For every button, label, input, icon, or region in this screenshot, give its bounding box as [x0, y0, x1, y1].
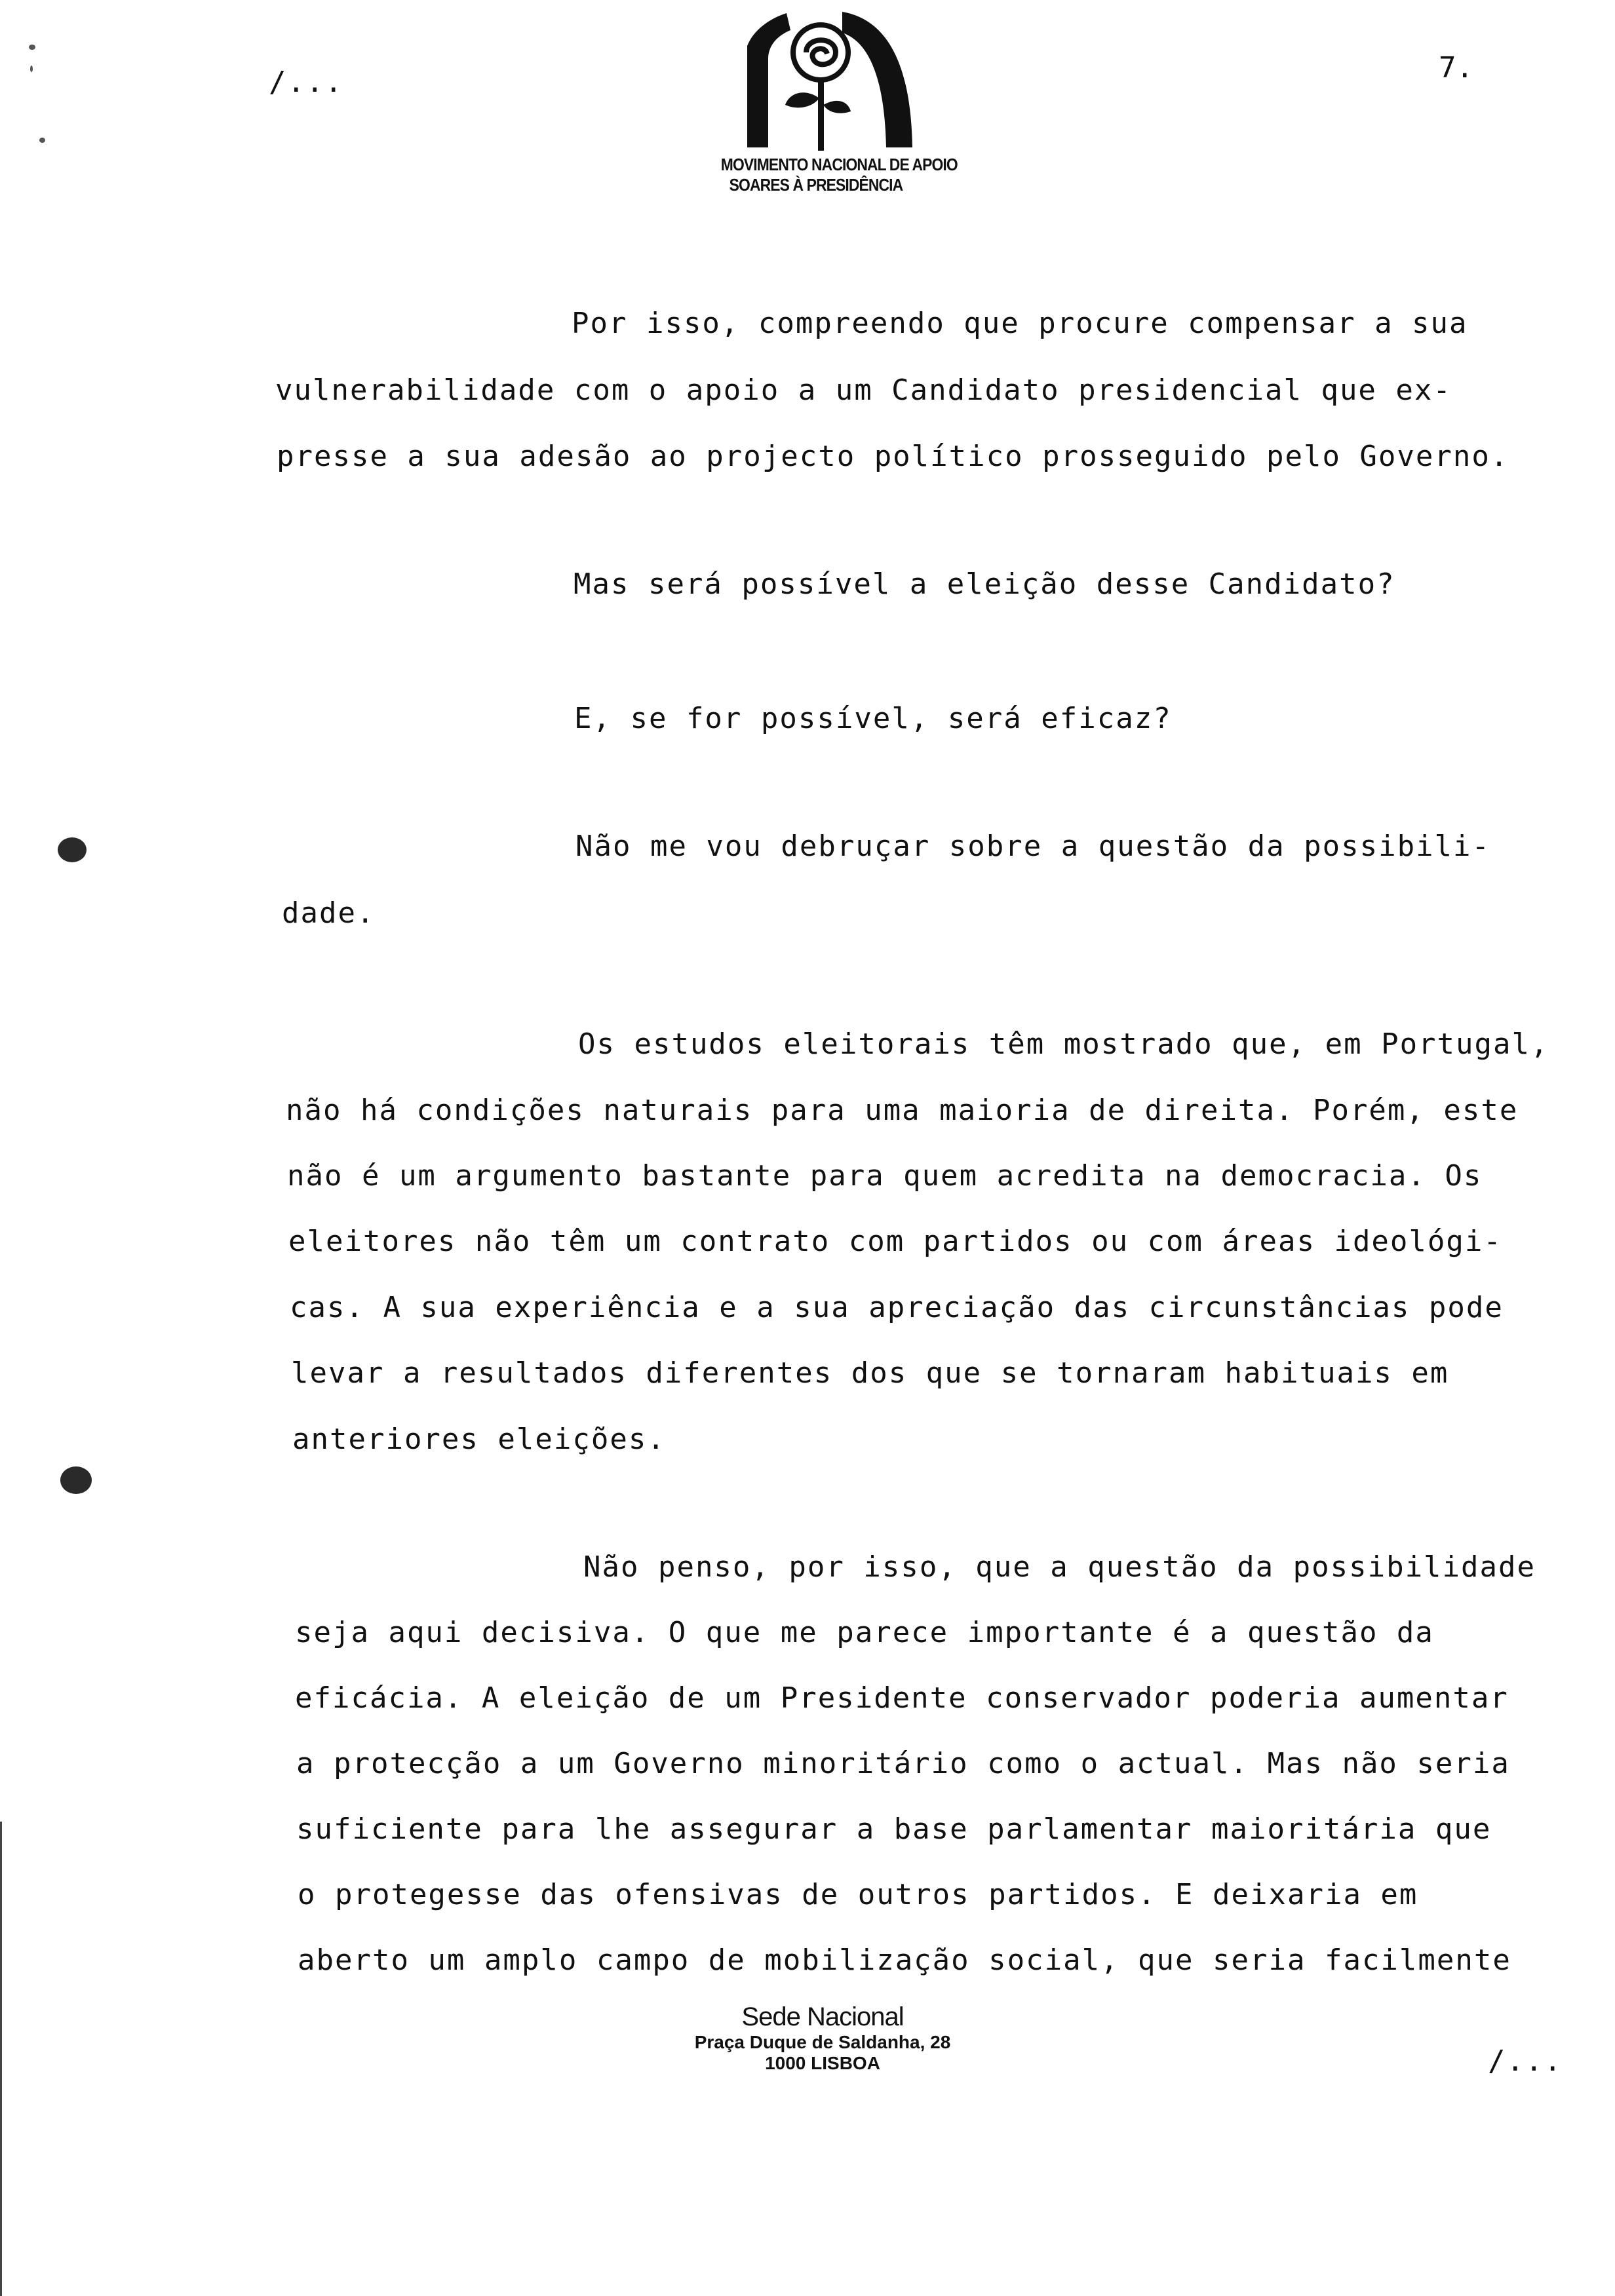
body-line: não é um argumento bastante para quem acredita na democracia. Os — [287, 1159, 1483, 1193]
body-line: seja aqui decisiva. O que me parece importante é a questão da — [295, 1616, 1434, 1649]
body-line: levar a resultados diferentes dos que se tornaram habituais em — [291, 1356, 1449, 1390]
footer-address — [642, 2002, 1003, 2074]
body-line: dade. — [282, 896, 376, 930]
body-line: a protecção a um Governo minoritário como o actual. Mas não seria — [296, 1747, 1510, 1780]
scan-speck — [29, 45, 35, 50]
body-line: Por isso, compreendo que procure compensar a sua — [572, 307, 1468, 340]
page-number: 7. — [1439, 51, 1473, 85]
logo-text-line-2: SOARES À PRESIDÊNCIA — [729, 175, 903, 195]
punch-hole-upper — [58, 837, 87, 862]
body-line: suficiente para lhe assegurar a base parlamentar maioritária que — [296, 1812, 1492, 1846]
footer-street: Praça Duque de Saldanha, 28 — [694, 2032, 951, 2052]
rose-emblem-icon — [708, 7, 924, 157]
logo-text-line-1: MOVIMENTO NACIONAL DE APOIO — [720, 155, 958, 174]
footer-title: Sede Nacional — [741, 2002, 904, 2031]
continuation-mark-top: /... — [269, 66, 343, 99]
footer-city: 1000 LISBOA — [765, 2053, 880, 2073]
scan-edge-line — [0, 1822, 2, 2296]
scan-speck — [39, 138, 45, 143]
body-line: cas. A sua experiência e a sua apreciação das circunstâncias pode — [290, 1291, 1504, 1324]
body-line: Não penso, por isso, que a questão da possibilidade — [583, 1550, 1536, 1584]
punch-hole-lower — [60, 1466, 92, 1494]
body-line: vulnerabilidade com o apoio a um Candidato presidencial que ex- — [275, 373, 1452, 407]
continuation-mark-bottom: /... — [1488, 2044, 1563, 2078]
body-line: o protegesse das ofensivas de outros partidos. E deixaria em — [298, 1878, 1418, 1911]
body-line: Não me vou debruçar sobre a questão da possibili- — [575, 830, 1491, 863]
body-line: anteriores eleições. — [292, 1423, 666, 1456]
body-line: presse a sua adesão ao projecto político prosseguido pelo Governo. — [277, 440, 1509, 473]
body-line: eleitores não têm um contrato com partidos ou com áreas ideológi- — [288, 1225, 1502, 1258]
body-line: E, se for possível, será eficaz? — [574, 702, 1172, 735]
scan-speck — [30, 66, 33, 72]
body-line: aberto um amplo campo de mobilização social, que seria facilmente — [298, 1943, 1511, 1977]
body-line: eficácia. A eleição de um Presidente conservador poderia aumentar — [295, 1681, 1509, 1715]
campaign-logo — [708, 7, 958, 203]
body-line: Os estudos eleitorais têm mostrado que, em Portugal, — [578, 1027, 1549, 1061]
body-line: Mas será possível a eleição desse Candidato? — [574, 567, 1395, 601]
body-line: não há condições naturais para uma maioria de direita. Porém, este — [286, 1094, 1519, 1127]
